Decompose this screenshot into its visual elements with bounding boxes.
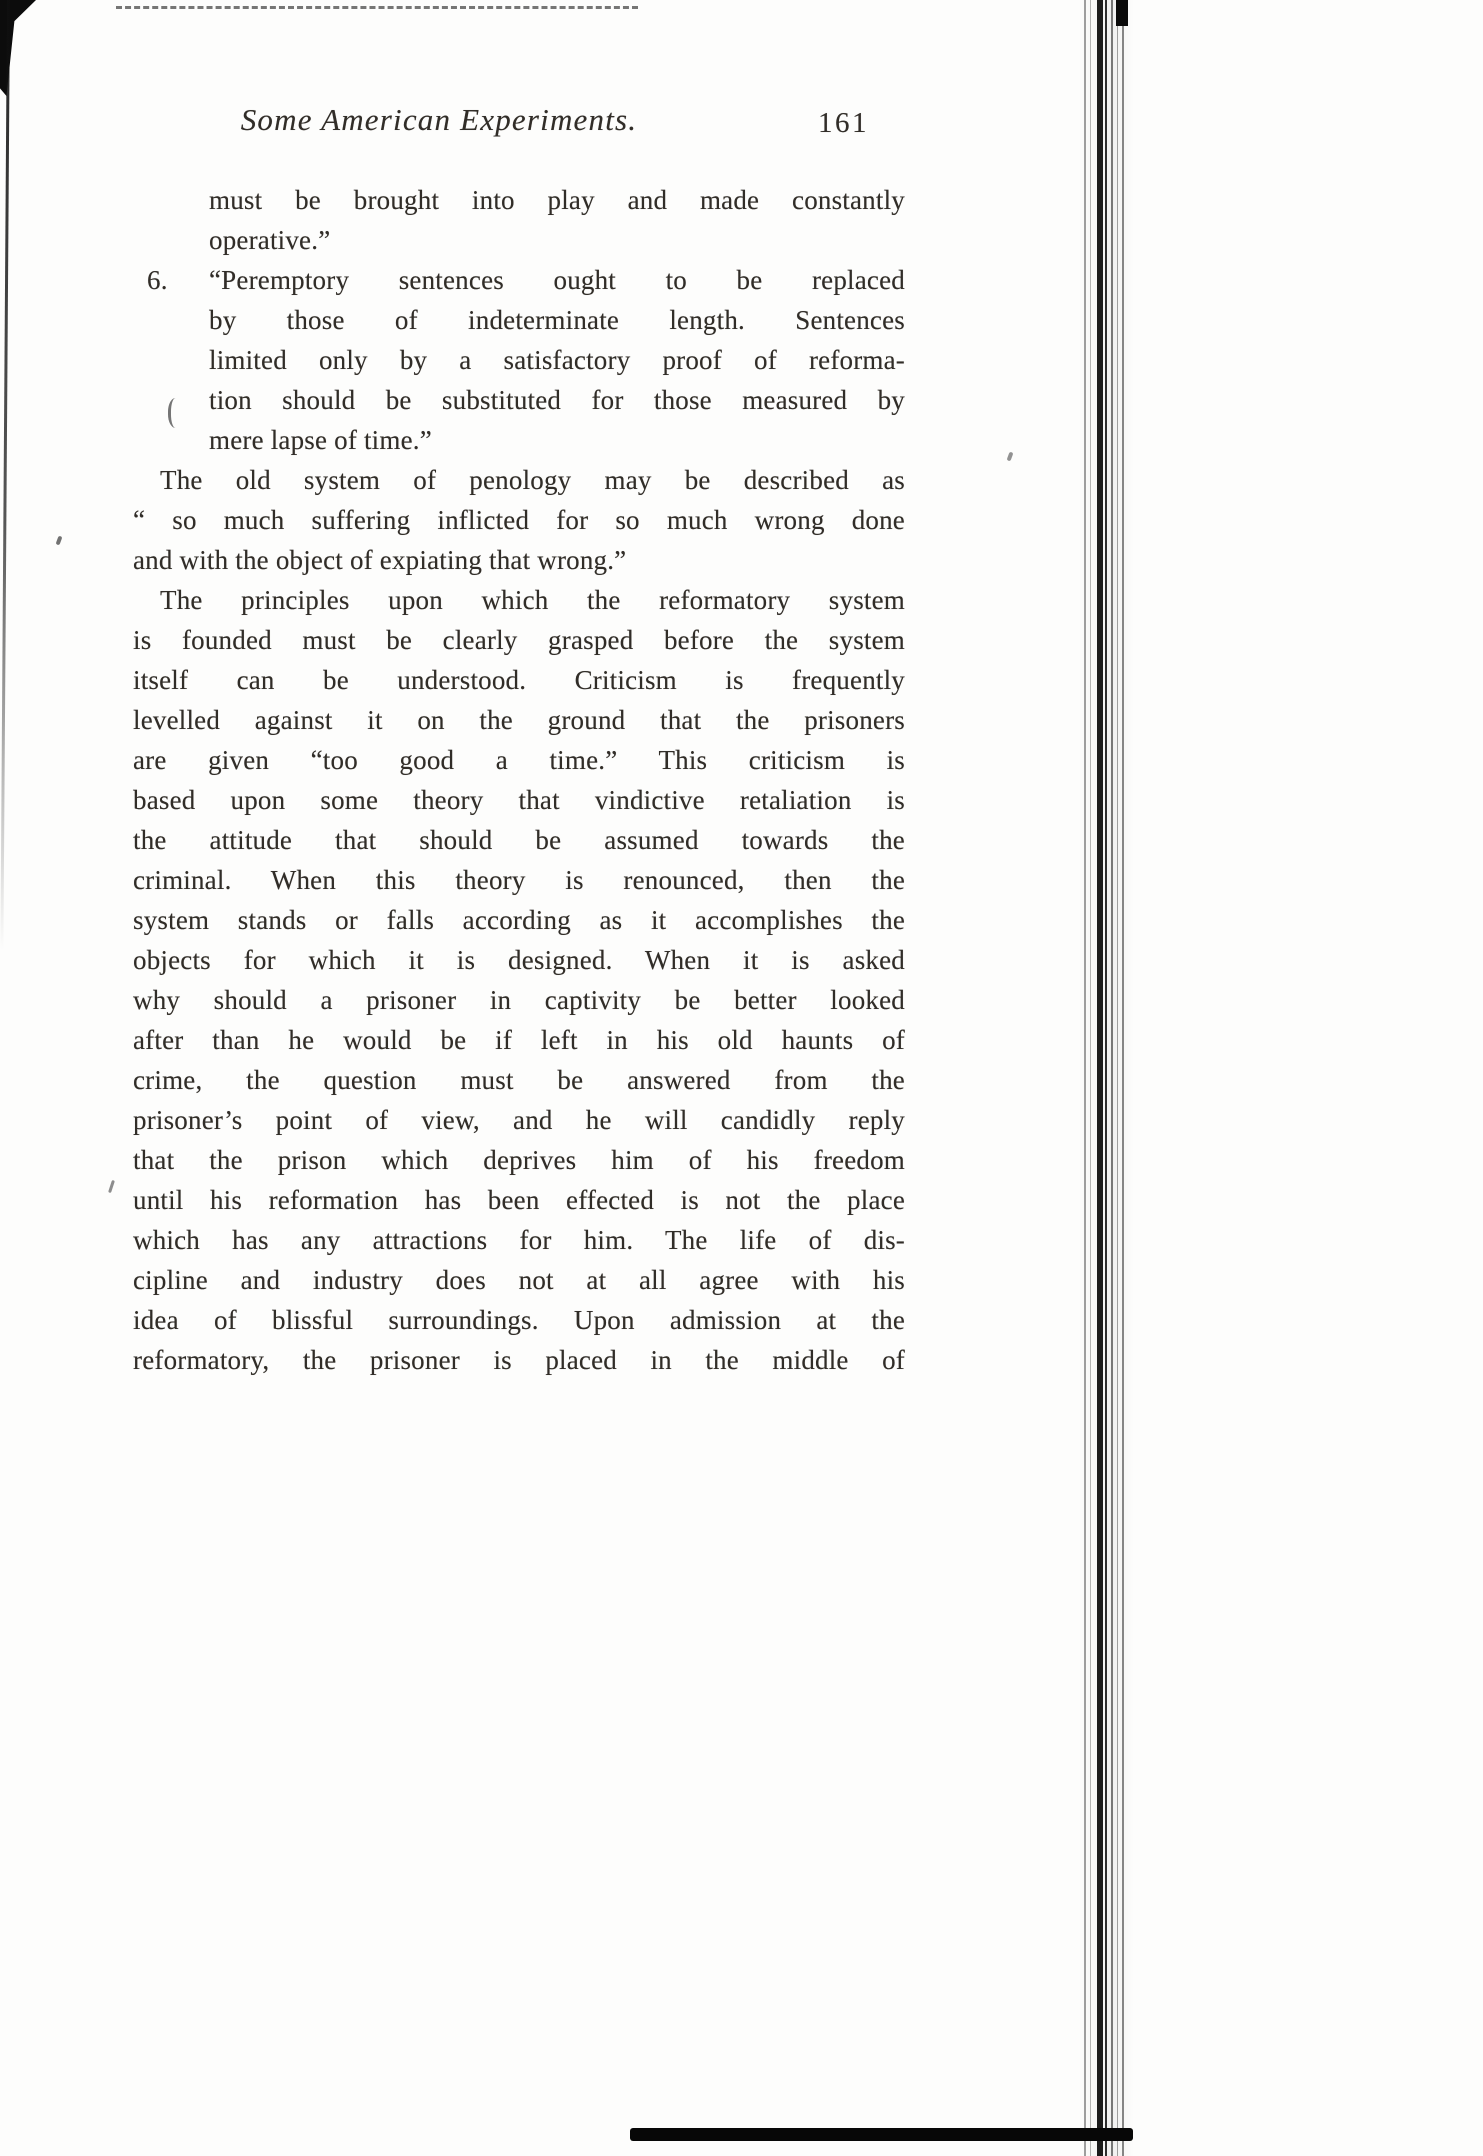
text-line: idea of blissful surroundings. Upon admission at the: [133, 1305, 905, 1335]
text-line: by those of indeterminate length. Sentences: [209, 305, 905, 335]
text-line: limited only by a satisfactory proof of reforma-: [209, 345, 905, 375]
text-line: mere lapse of time.”: [209, 425, 432, 455]
page-text-block: [133, 100, 905, 1380]
running-header-title: Some American Experiments.: [240, 102, 638, 137]
spine-notch-mark: [1116, 0, 1128, 26]
text-line: are given “too good a time.” This criticism is: [133, 745, 905, 775]
left-page-edge-line: [0, 0, 10, 950]
text-line: why should a prisoner in captivity be better looked: [133, 985, 905, 1015]
text-line: cipline and industry does not at all agree with his: [133, 1265, 905, 1295]
text-line: system stands or falls according as it accomplishes the: [133, 905, 905, 935]
scan-speckle: [56, 536, 63, 546]
text-line: itself can be understood. Criticism is frequently: [133, 665, 905, 695]
text-line: reformatory, the prisoner is placed in the middle of: [133, 1345, 905, 1375]
text-line: The principles upon which the reformatory system: [160, 585, 905, 615]
scan-speckle: [1007, 452, 1014, 462]
page-body: [133, 180, 905, 1380]
text-line: prisoner’s point of view, and he will candidly reply: [133, 1105, 905, 1135]
paragraph: [133, 260, 905, 460]
page-number: 161: [818, 107, 869, 139]
fold-dashed-line: [116, 6, 638, 9]
text-line: criminal. When this theory is renounced, then the: [133, 865, 905, 895]
running-header: [133, 100, 905, 146]
text-line: which has any attractions for him. The life of dis-: [133, 1225, 905, 1255]
paragraph: [133, 580, 905, 1380]
book-spine-page-edges: [1078, 0, 1134, 2156]
text-line: levelled against it on the ground that the prisoners: [133, 705, 905, 735]
text-line: based upon some theory that vindictive retaliation is: [133, 785, 905, 815]
text-line: that the prison which deprives him of his freedom: [133, 1145, 905, 1175]
text-line: “ so much suffering inflicted for so much wrong done: [133, 505, 905, 535]
list-item-number: 6.: [147, 265, 168, 295]
paragraph: [133, 460, 905, 580]
text-line: until his reformation has been effected is not the place: [133, 1185, 905, 1215]
text-line: The old system of penology may be described as: [160, 465, 905, 495]
text-line: must be brought into play and made constantly: [209, 185, 905, 215]
paragraph: [209, 180, 905, 260]
bottom-scan-bar: [630, 2128, 1133, 2141]
text-line: after than he would be if left in his old haunts of: [133, 1025, 905, 1055]
text-line: is founded must be clearly grasped before the system: [133, 625, 905, 655]
text-line: operative.”: [209, 225, 331, 255]
text-line: objects for which it is designed. When it is asked: [133, 945, 905, 975]
text-line: the attitude that should be assumed towards the: [133, 825, 905, 855]
corner-tear-mark: [0, 0, 36, 96]
text-line: “Peremptory sentences ought to be replaced: [209, 265, 905, 295]
text-line: tion should be substituted for those measured by: [209, 385, 905, 415]
text-line: crime, the question must be answered from the: [133, 1065, 905, 1095]
scan-speckle: [108, 1180, 115, 1193]
text-line: and with the object of expiating that wrong.”: [133, 545, 627, 575]
